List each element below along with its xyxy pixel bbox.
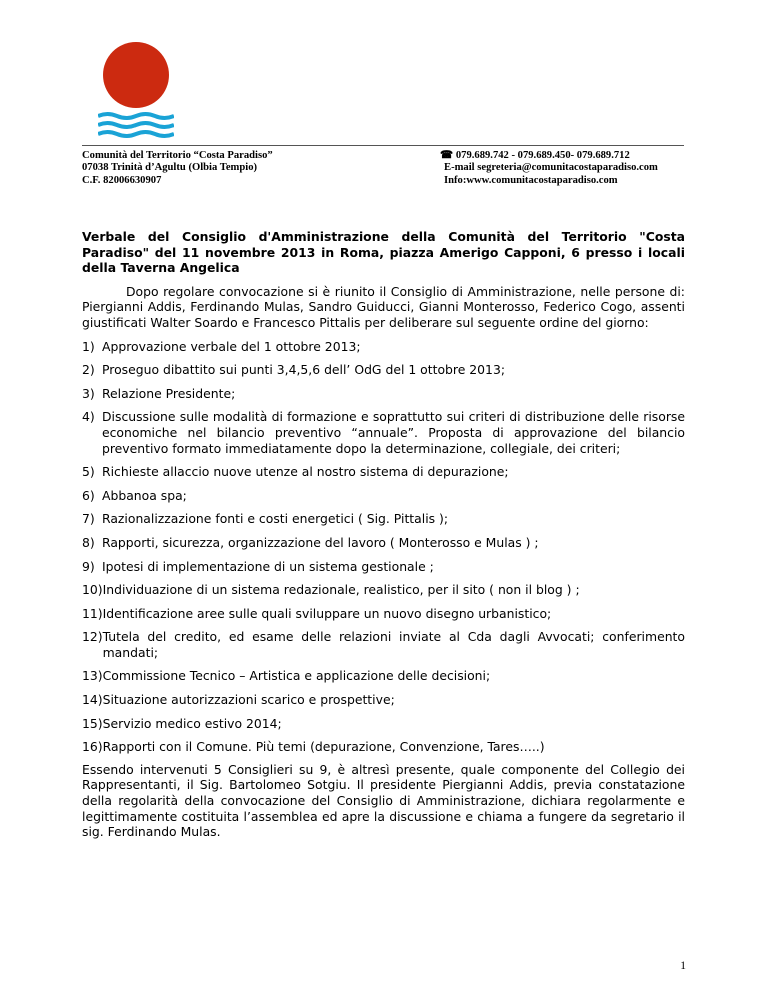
agenda-item-text: Approvazione verbale del 1 ottobre 2013; <box>102 338 361 354</box>
agenda-item <box>82 606 685 622</box>
phone-numbers: 079.689.742 - 079.689.450- 079.689.712 <box>455 150 630 161</box>
logo-wave <box>98 132 174 136</box>
agenda-item-number: 4) <box>82 409 95 425</box>
organization-address: 07038 Trinità d’Agultu (Olbia Tempio) <box>82 162 258 174</box>
agenda-item-text: Rapporti con il Comune. Più temi (depurazione, Convenzione, Tares…..) <box>102 739 545 755</box>
logo-wave <box>98 114 174 118</box>
agenda-item-number: 5) <box>82 464 95 480</box>
agenda-item <box>82 362 685 378</box>
phone-icon: ☎ <box>440 150 454 161</box>
header-divider <box>82 145 684 146</box>
agenda-item-number: 9) <box>82 558 95 574</box>
intro-paragraph: Dopo regolare convocazione si è riunito il Consiglio di Amministrazione, nelle persone di: Piergianni Addis, Ferdinando Mulas, Sandro Guiducci, Gianni Monterosso, Federico Cogo, assenti giustificati Walter Soardo e Francesco Pittalis per deliberare sul seguente ordine del giorno: <box>82 283 685 330</box>
document-title: Verbale del Consiglio d'Amministrazione della Comunità del Territorio "Costa Paradiso" del 11 novembre 2013 in Roma, piazza Amerigo Capponi, 6 presso i locali della Taverna Angelica <box>82 229 685 276</box>
phone-line <box>440 150 658 162</box>
agenda-item <box>82 629 685 660</box>
agenda-item-text: Tutela del credito, ed esame delle relazioni inviate al Cda dagli Avvocati; conferimento mandati; <box>102 629 685 660</box>
agenda-item-text: Discussione sulle modalità di formazione e soprattutto sui criteri di distribuzione delle risorse economiche nel bilancio preventivo “annuale”. Proposta di approvazione del bilancio preventivo formato immediatamente dopo la determinazione, collegiale, dei criteri; <box>102 409 685 456</box>
agenda-item <box>82 464 685 480</box>
agenda-item-number: 8) <box>82 534 95 550</box>
agenda-item <box>82 339 685 355</box>
page-number: 1 <box>680 960 686 972</box>
agenda-item <box>82 386 685 402</box>
agenda-item-text: Relazione Presidente; <box>102 385 236 401</box>
organization-logo <box>98 42 174 142</box>
agenda-item-number: 10) <box>82 582 103 598</box>
closing-paragraph: Essendo intervenuti 5 Consiglieri su 9, è altresì presente, quale componente del Collegio dei Rappresentanti, il Sig. Bartolomeo Sotgiu. Il presidente Piergianni Addis, previa constatazione della regolarità della convocazione del Consiglio di Amministrazione, dichiara regolarmente e legittimamente costituita l’assemblea ed apre la discussione e chiama a fungere da segretario il sig. Ferdinando Mulas. <box>82 761 685 840</box>
agenda-item <box>82 559 685 575</box>
agenda-item-text: Servizio medico estivo 2014; <box>102 715 282 731</box>
agenda-item-text: Proseguo dibattito sui punti 3,4,5,6 dell’ OdG del 1 ottobre 2013; <box>102 362 505 378</box>
contact-info <box>440 150 658 187</box>
agenda-item <box>82 692 685 708</box>
agenda-item <box>82 668 685 684</box>
agenda-item-number: 6) <box>82 487 95 503</box>
agenda-item <box>82 582 685 598</box>
document-body <box>82 229 685 840</box>
agenda-item-number: 14) <box>82 692 103 708</box>
agenda-item-text: Ipotesi di implementazione di un sistema gestionale ; <box>102 558 434 574</box>
agenda-item-number: 2) <box>82 362 95 378</box>
logo-wave <box>98 123 174 127</box>
agenda-item-number: 7) <box>82 511 95 527</box>
agenda-item <box>82 739 685 755</box>
agenda-item-text: Richieste allaccio nuove utenze al nostro sistema di depurazione; <box>102 464 509 480</box>
agenda-item-text: Identificazione aree sulle quali sviluppare un nuovo disegno urbanistico; <box>102 605 552 621</box>
agenda-item-text: Individuazione di un sistema redazionale, realistico, per il sito ( non il blog ) ; <box>102 582 580 598</box>
email-line: E-mail segreteria@comunitacostaparadiso.com <box>444 162 658 174</box>
agenda-item-number: 15) <box>82 715 103 731</box>
organization-info <box>82 150 273 187</box>
agenda-item-number: 11) <box>82 605 103 621</box>
agenda-item <box>82 716 685 732</box>
agenda-item-number: 1) <box>82 338 95 354</box>
organization-tax-code: C.F. 82006630907 <box>82 174 162 186</box>
website-line: Info:www.comunitacostaparadiso.com <box>444 174 618 186</box>
agenda-item-number: 13) <box>82 668 103 684</box>
agenda-item-number: 12) <box>82 629 103 645</box>
agenda-item-text: Rapporti, sicurezza, organizzazione del lavoro ( Monterosso e Mulas ) ; <box>102 534 539 550</box>
agenda-item-number: 16) <box>82 739 103 755</box>
agenda-list <box>82 339 685 755</box>
agenda-item-text: Situazione autorizzazioni scarico e prospettive; <box>102 692 395 708</box>
agenda-item-text: Commissione Tecnico – Artistica e applicazione delle decisioni; <box>102 668 491 684</box>
agenda-item <box>82 409 685 456</box>
agenda-item <box>82 511 685 527</box>
agenda-item <box>82 488 685 504</box>
organization-name: Comunità del Territorio “Costa Paradiso” <box>82 150 273 161</box>
agenda-item-text: Abbanoa spa; <box>102 487 187 503</box>
agenda-item <box>82 535 685 551</box>
agenda-item-number: 3) <box>82 385 95 401</box>
agenda-item-text: Razionalizzazione fonti e costi energetici ( Sig. Pittalis ); <box>102 511 449 527</box>
logo-sun <box>103 42 169 108</box>
